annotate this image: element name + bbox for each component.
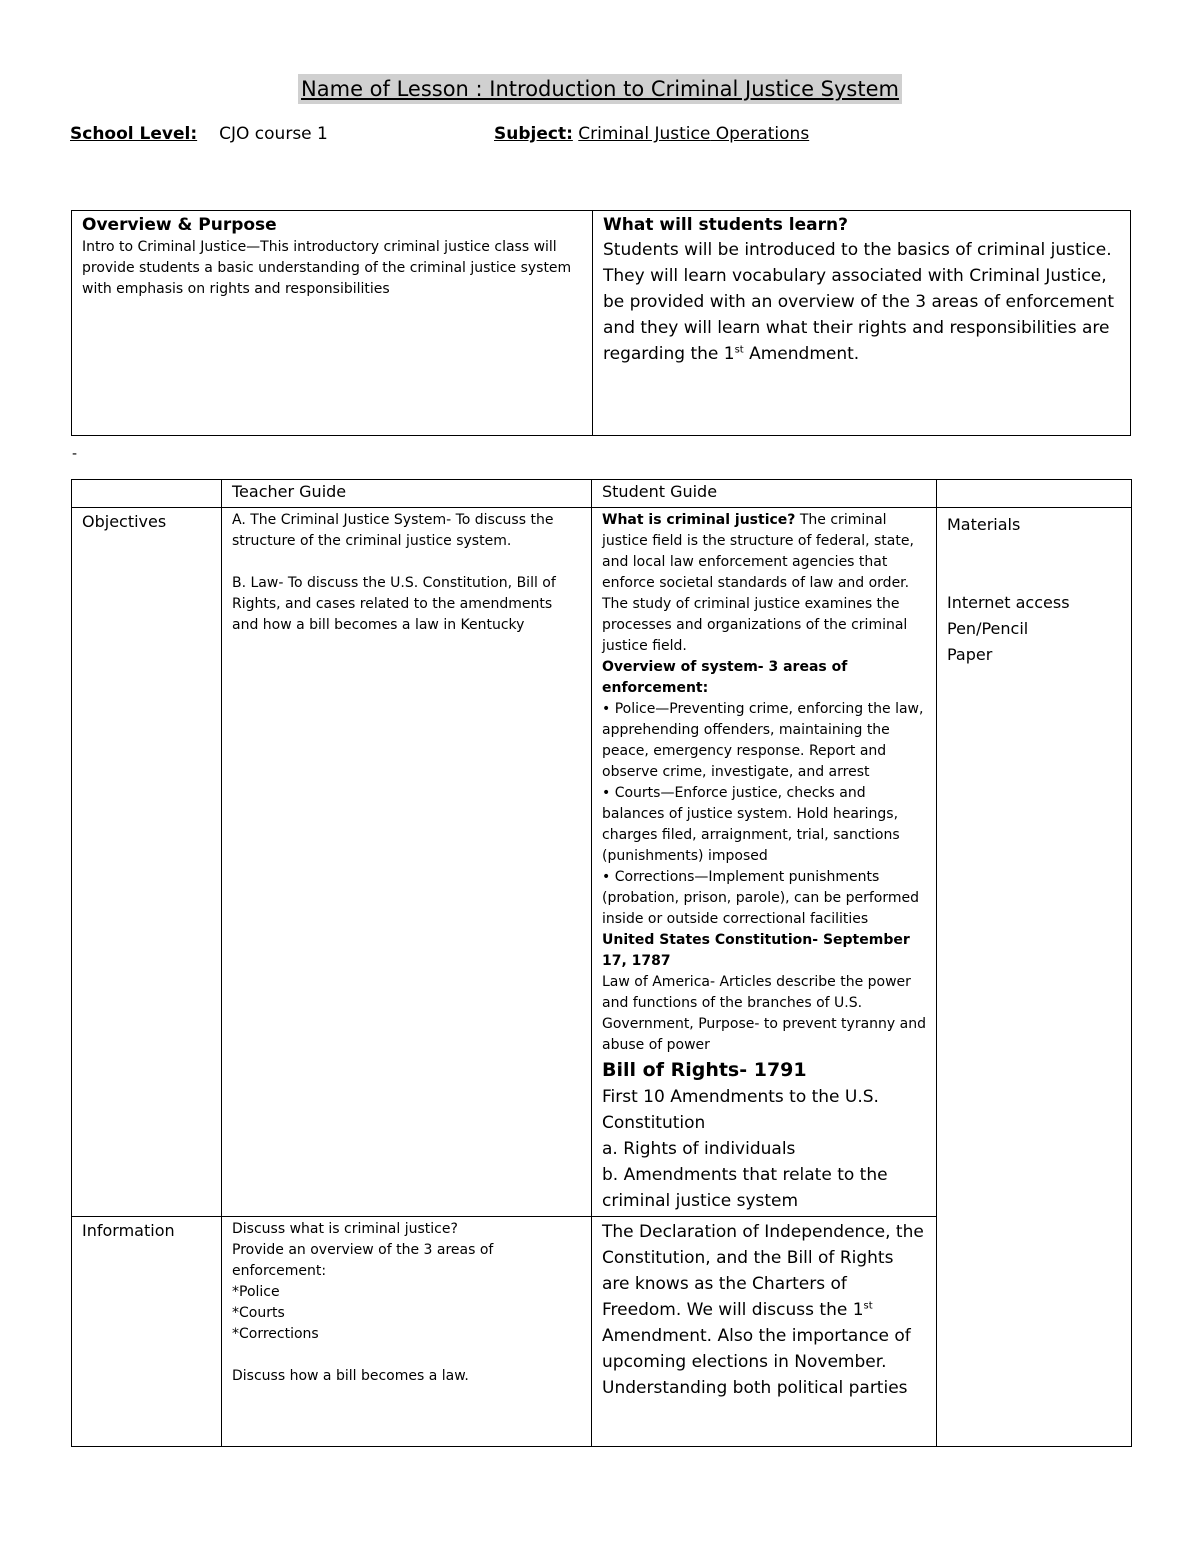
- subject-label: Subject:: [494, 124, 573, 144]
- subject: [494, 124, 809, 144]
- learn-sup: st: [734, 344, 744, 356]
- header-teacher-guide: Teacher Guide: [222, 480, 592, 508]
- learn-cell: [593, 211, 1131, 436]
- cj-question: What is criminal justice?: [602, 512, 796, 528]
- material-item: Pen/Pencil: [947, 619, 1029, 638]
- subject-value: [578, 124, 809, 144]
- info-teacher-1: Discuss what is criminal justice?: [232, 1221, 458, 1237]
- learn-heading: What will students learn?: [603, 215, 848, 235]
- objectives-row: [72, 508, 1132, 1217]
- objectives-label: Objectives: [72, 508, 222, 1217]
- cj-answer: The criminal justice field is the structure of federal, state, and local law enforcement agencies that enforce societal standards of law and order. The study of criminal justice examines the processes and organizations of the criminal justice field.: [602, 512, 914, 654]
- info-teacher-3: Discuss how a bill becomes a law.: [232, 1368, 469, 1384]
- overview-text: Intro to Criminal Justice—This introductory criminal justice class will provide students a basic understanding of the criminal justice system with emphasis on rights and responsibilities: [82, 239, 572, 297]
- materials-cell: [937, 508, 1132, 1447]
- constitution-text: Law of America- Articles describe the power and functions of the branches of U.S. Government, Purpose- to prevent tyranny and abuse of power: [602, 974, 926, 1053]
- school-level-value: CJO course 1: [219, 124, 328, 144]
- subject-value-plain: Criminal Justice: [578, 124, 711, 144]
- learn-text: [603, 237, 1120, 367]
- objectives-teacher-a: A. The Criminal Justice System- To discuss the structure of the criminal justice system.: [232, 512, 554, 549]
- overview-cell: [72, 211, 593, 436]
- header-row: [72, 480, 1132, 508]
- police-bullet: • Police—Preventing crime, enforcing the law, apprehending offenders, maintaining the peace, emergency response. Report and observe crime, investigate, and arrest: [602, 701, 924, 780]
- guide-table: [71, 479, 1132, 1447]
- lesson-title-wrap: [0, 74, 1200, 104]
- separator: -: [72, 446, 78, 462]
- material-item: Paper: [947, 645, 993, 664]
- corrections-bullet: • Corrections—Implement punishments (probation, prison, parole), can be performed inside or outside correctional facilities: [602, 869, 920, 927]
- header-empty-left: [72, 480, 222, 508]
- info-student-sup: st: [863, 1300, 873, 1312]
- learn-text-part2: Amendment.: [743, 344, 860, 364]
- info-student-part2: Amendment. Also the importance of upcoming elections in November. Understanding both political parties: [602, 1326, 911, 1398]
- objectives-teacher-cell: [222, 508, 592, 1217]
- info-teacher-corrections: *Corrections: [232, 1326, 319, 1342]
- materials-label: Materials: [947, 515, 1021, 534]
- courts-bullet: • Courts—Enforce justice, checks and balances of justice system. Hold hearings, charges filed, arraignment, trial, sanctions (punishments) imposed: [602, 785, 900, 864]
- lesson-title: Name of Lesson : Introduction to Criminal Justice System: [298, 74, 902, 104]
- information-teacher-cell: [222, 1217, 592, 1447]
- bill-item-a: a. Rights of individuals: [602, 1139, 796, 1159]
- bill-item-b: b. Amendments that relate to the criminal justice system: [602, 1165, 888, 1211]
- material-item: Internet access: [947, 593, 1070, 612]
- school-level: [70, 124, 328, 144]
- bill-of-rights-heading: Bill of Rights- 1791: [602, 1059, 807, 1081]
- info-teacher-courts: *Courts: [232, 1305, 285, 1321]
- information-student-cell: [592, 1217, 937, 1447]
- school-level-label: School Level:: [70, 124, 198, 144]
- learn-text-part1: Students will be introduced to the basics of criminal justice. They will learn vocabulary associated with Criminal Justice, be provided with an overview of the 3 areas of enforcement and they will learn what their rights and responsibilities are regarding the 1: [603, 240, 1114, 364]
- objectives-teacher-b: B. Law- To discuss the U.S. Constitution, Bill of Rights, and cases related to the amendments and how a bill becomes a law in Kentucky: [232, 575, 556, 633]
- overview-system-heading: Overview of system- 3 areas of enforcement:: [602, 659, 848, 696]
- information-label: Information: [72, 1217, 222, 1447]
- header-empty-right: [937, 480, 1132, 508]
- info-teacher-2: Provide an overview of the 3 areas of enforcement:: [232, 1242, 494, 1279]
- info-teacher-police: *Police: [232, 1284, 280, 1300]
- criminal-justice-definition: [602, 510, 926, 657]
- overview-table: [71, 210, 1131, 436]
- objectives-student-cell: [592, 508, 937, 1217]
- constitution-heading: United States Constitution- September 17, 1787: [602, 932, 910, 969]
- subject-value-underlined: Operations: [710, 124, 810, 144]
- header-student-guide: Student Guide: [592, 480, 937, 508]
- bill-of-rights-text: First 10 Amendments to the U.S. Constitution: [602, 1087, 879, 1133]
- overview-heading: Overview & Purpose: [82, 215, 277, 235]
- info-student-part1: The Declaration of Independence, the Constitution, and the Bill of Rights are knows as the Charters of Freedom. We will discuss the 1: [602, 1222, 924, 1320]
